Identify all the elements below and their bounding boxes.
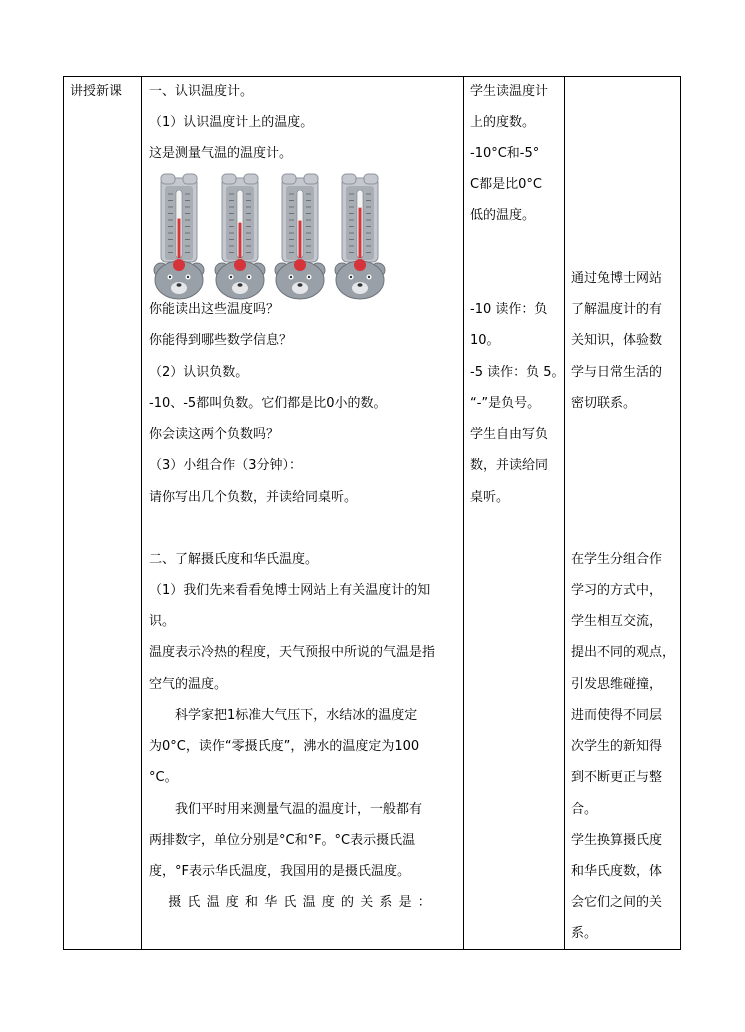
content-line: （1）认识温度计上的温度。 <box>149 115 314 130</box>
content-line: 为0°C，读作“零摄氏度”，沸水的温度定为100 <box>149 739 420 754</box>
stage-column <box>64 77 141 949</box>
intent-line: 提出不同的观点， <box>571 645 676 660</box>
content-line: 你能读出这些温度吗？ <box>149 302 280 317</box>
activity-line: C都是比0°C <box>470 177 542 192</box>
intent-line: 学生换算摄氏度 <box>571 833 663 848</box>
content-line: °C。 <box>149 770 178 785</box>
lesson-plan-table <box>63 76 681 950</box>
content-line: （2）认识负数。 <box>149 365 249 380</box>
content-line: 你能得到哪些数学信息？ <box>149 333 293 348</box>
design-intent-column <box>565 77 682 949</box>
intent-line: 进而使得不同层 <box>571 708 663 723</box>
intent-line: 次学生的新知得 <box>571 739 663 754</box>
content-line: 两排数字，单位分别是°C和°F。°C表示摄氏温 <box>149 833 416 848</box>
intent-line: 通过兔博士网站 <box>571 271 663 286</box>
stage-label: 讲授新课 <box>70 84 123 99</box>
intent-line: 密切联系。 <box>571 396 637 411</box>
thermometer <box>215 174 265 299</box>
intent-line: 引发思维碰撞， <box>571 677 663 692</box>
intent-line: 学生相互交流， <box>571 614 663 629</box>
intent-line: 合。 <box>571 802 598 817</box>
activity-line: 低的温度。 <box>470 208 536 223</box>
intent-line: 关知识，体验数 <box>571 333 663 348</box>
intent-line: 学与日常生活的 <box>571 365 663 380</box>
thermometer <box>154 174 204 299</box>
activity-line: 10。 <box>470 333 500 348</box>
activity-line: 学生读温度计 <box>470 84 549 99</box>
intent-line: 了解温度计的有 <box>571 302 663 317</box>
activity-line: -10°C和-5° <box>470 146 540 161</box>
content-line: -10、-5都叫负数。它们都是比0小的数。 <box>149 396 387 411</box>
bear-thermometer-icon <box>151 172 387 302</box>
thermometer <box>335 174 385 299</box>
content-line: 科学家把1标准大气压下，水结冰的温度定 <box>149 708 418 723</box>
content-line: 摄氏温度和华氏温度的关系是： <box>149 895 438 910</box>
section-heading-1: 一、认识温度计。 <box>149 84 254 99</box>
activity-line: 数，并读给同 <box>470 458 549 473</box>
content-line: 请你写出几个负数，并读给同桌听。 <box>149 490 358 505</box>
intent-line: 到不断更正与整 <box>571 770 663 785</box>
activity-line: -5 读作：负 5。 <box>470 365 565 380</box>
activity-line: -10 读作：负 <box>470 302 548 317</box>
content-line: 空气的温度。 <box>149 677 228 692</box>
thermometer <box>275 174 325 299</box>
activity-line: 桌听。 <box>470 490 510 505</box>
intent-line: 系。 <box>571 926 598 941</box>
activity-line: “-”是负号。 <box>470 396 541 411</box>
content-line: 识。 <box>149 614 176 629</box>
student-activity-column <box>464 77 564 949</box>
intent-line: 在学生分组合作 <box>571 552 663 567</box>
intent-line: 会它们之间的关 <box>571 895 663 910</box>
content-line: （3）小组合作（3分钟）： <box>149 458 303 473</box>
content-line: 度，°F表示华氏温度，我国用的是摄氏温度。 <box>149 864 410 879</box>
content-line: 我们平时用来测量气温的温度计，一般都有 <box>149 802 423 817</box>
intent-line: 和华氏度数，体 <box>571 864 663 879</box>
thermometer-illustration <box>151 172 387 302</box>
teaching-content-column <box>142 77 463 949</box>
activity-line: 学生自由写负 <box>470 427 549 442</box>
section-heading-2: 二、了解摄氏度和华氏温度。 <box>149 552 319 567</box>
content-line: （1）我们先来看看兔博士网站上有关温度计的知 <box>149 583 431 598</box>
intent-line: 学习的方式中， <box>571 583 663 598</box>
content-line: 这是测量气温的温度计。 <box>149 146 293 161</box>
content-line: 你会读这两个负数吗？ <box>149 427 280 442</box>
activity-line: 上的度数。 <box>470 115 536 130</box>
content-line: 温度表示冷热的程度，天气预报中所说的气温是指 <box>149 645 436 660</box>
